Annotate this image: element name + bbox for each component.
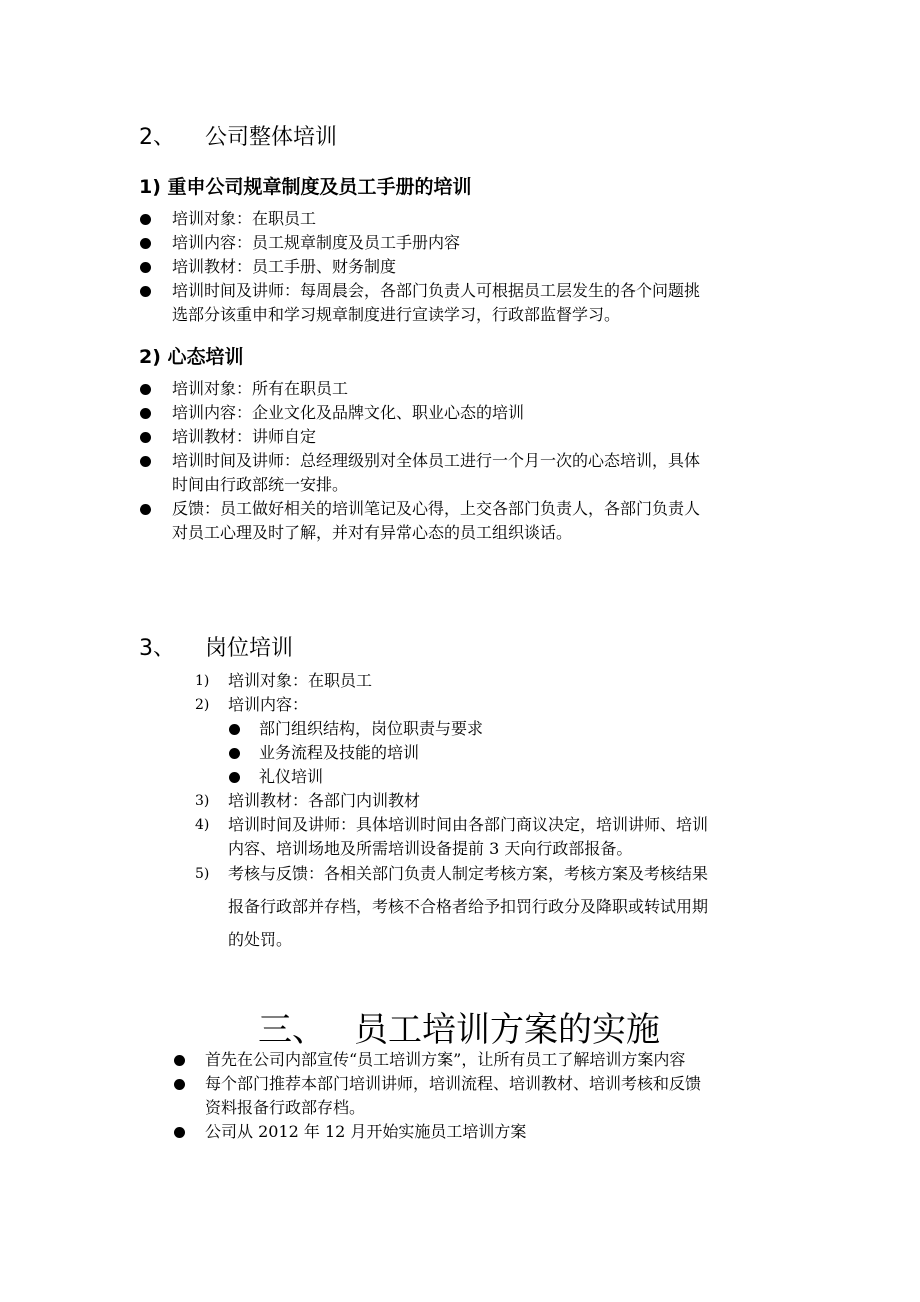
bullet-icon xyxy=(140,432,151,443)
bullet-icon xyxy=(140,384,151,395)
list-number: 5) xyxy=(195,866,210,882)
bullet-icon xyxy=(140,238,151,249)
list-item: 公司从 2012 年 12 月开始实施员工培训方案 xyxy=(205,1122,527,1141)
list-item: 培训时间及讲师：每周晨会，各部门负责人可根据员工层发生的各个问题挑 xyxy=(172,281,701,300)
list-item-continuation: 时间由行政部统一安排。 xyxy=(172,475,349,494)
bullet-icon xyxy=(174,1079,185,1090)
subsection-2-title: 2) 心态培训 xyxy=(139,346,244,368)
list-item: 培训时间及讲师：总经理级别对全体员工进行一个月一次的心态培训，具体 xyxy=(172,451,701,470)
list-item: 培训对象：所有在职员工 xyxy=(172,379,349,398)
section-3-number: 3、 xyxy=(139,636,175,661)
list-item: 礼仪培训 xyxy=(259,767,324,786)
bullet-icon xyxy=(229,724,240,735)
bullet-icon xyxy=(229,748,240,759)
list-item: 培训教材：员工手册、财务制度 xyxy=(172,257,397,276)
list-item-continuation: 报备行政部并存档，考核不合格者给予扣罚行政分及降职或转试用期 xyxy=(228,897,709,916)
list-item: 考核与反馈：各相关部门负责人制定考核方案，考核方案及考核结果 xyxy=(228,864,709,883)
list-item: 反馈：员工做好相关的培训笔记及心得，上交各部门负责人，各部门负责人 xyxy=(172,499,701,518)
list-item: 培训时间及讲师：具体培训时间由各部门商议决定，培训讲师、培训 xyxy=(228,815,709,834)
bullet-icon xyxy=(140,262,151,273)
list-item: 培训教材：讲师自定 xyxy=(172,427,317,446)
list-number: 1) xyxy=(195,673,210,689)
chapter-number: 三、 xyxy=(258,1010,326,1050)
list-item-continuation: 内容、培训场地及所需培训设备提前 3 天向行政部报备。 xyxy=(228,839,633,858)
list-number: 3) xyxy=(195,793,210,809)
subsection-1-title: 1) 重申公司规章制度及员工手册的培训 xyxy=(139,176,472,198)
list-number: 2) xyxy=(195,697,210,713)
list-item: 培训内容：员工规章制度及员工手册内容 xyxy=(172,233,461,252)
list-item: 培训对象：在职员工 xyxy=(172,209,317,228)
list-item: 培训教材：各部门内训教材 xyxy=(228,791,421,810)
list-item: 培训内容：企业文化及品牌文化、职业心态的培训 xyxy=(172,403,525,422)
chapter-title: 员工培训方案的实施 xyxy=(354,1010,660,1050)
bullet-icon xyxy=(229,772,240,783)
bullet-icon xyxy=(174,1055,185,1066)
list-item-continuation: 资料报备行政部存档。 xyxy=(205,1098,366,1117)
bullet-icon xyxy=(140,286,151,297)
bullet-icon xyxy=(140,214,151,225)
list-item: 首先在公司内部宣传“员工培训方案”，让所有员工了解培训方案内容 xyxy=(205,1050,686,1069)
list-item: 每个部门推荐本部门培训讲师，培训流程、培训教材、培训考核和反馈 xyxy=(205,1074,702,1093)
list-item: 培训对象：在职员工 xyxy=(228,671,373,690)
bullet-icon xyxy=(140,456,151,467)
list-item: 培训内容： xyxy=(228,695,309,714)
section-3-title: 岗位培训 xyxy=(205,636,294,661)
bullet-icon xyxy=(140,408,151,419)
section-2-number: 2、 xyxy=(139,125,175,150)
list-item-continuation: 对员工心理及时了解，并对有异常心态的员工组织谈话。 xyxy=(172,523,573,542)
section-2-title: 公司整体培训 xyxy=(205,125,338,150)
bullet-icon xyxy=(174,1127,185,1138)
bullet-icon xyxy=(140,504,151,515)
list-item-continuation: 选部分该重申和学习规章制度进行宣读学习，行政部监督学习。 xyxy=(172,305,621,324)
list-number: 4) xyxy=(195,817,210,833)
list-item-continuation: 的处罚。 xyxy=(228,930,293,949)
list-item: 部门组织结构，岗位职责与要求 xyxy=(259,719,484,738)
list-item: 业务流程及技能的培训 xyxy=(259,743,420,762)
